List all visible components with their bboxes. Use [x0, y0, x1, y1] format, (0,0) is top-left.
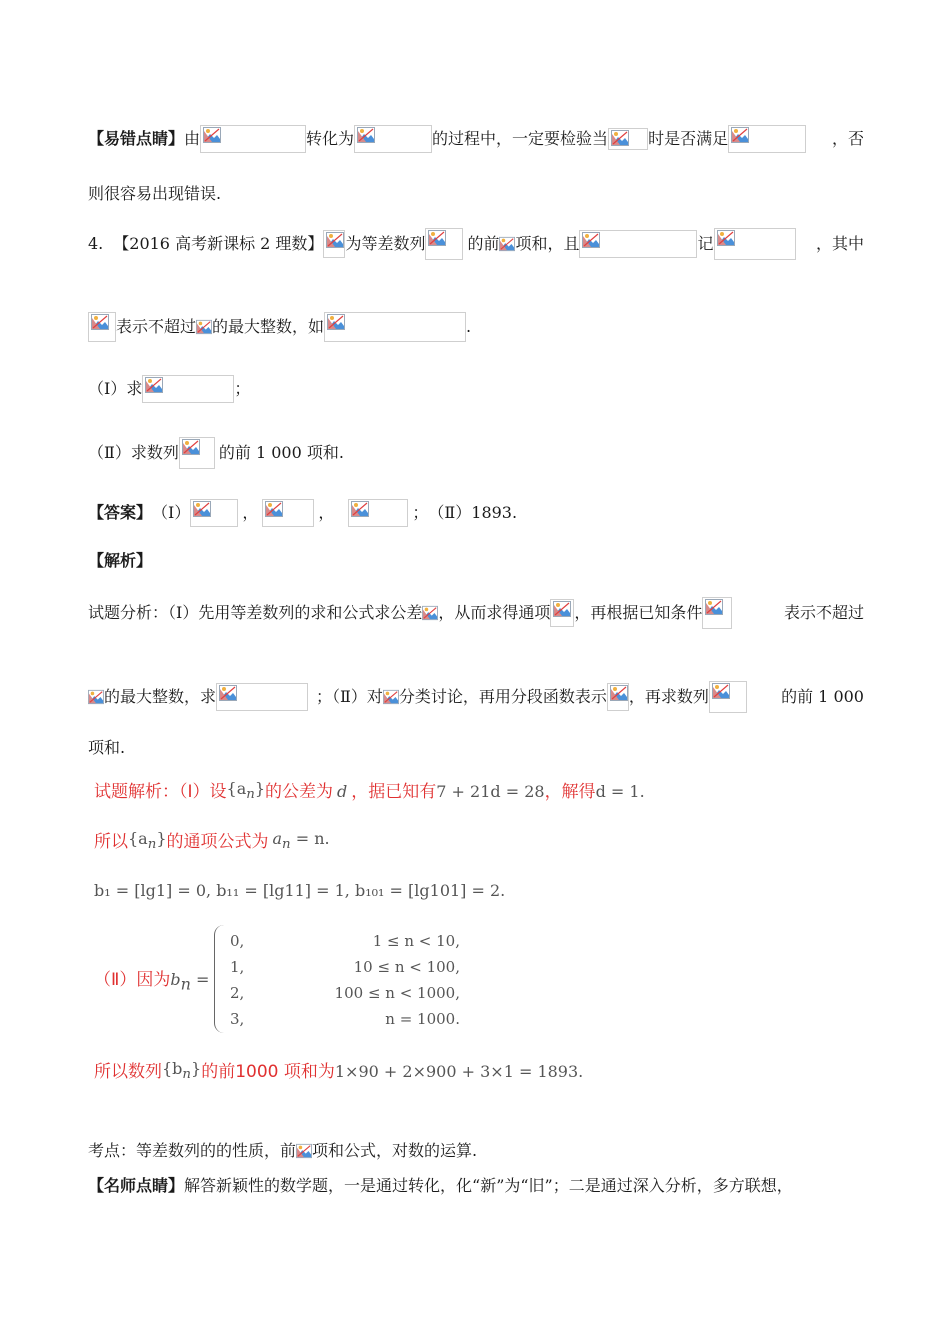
- broken-image-icon: [357, 127, 375, 143]
- broken-image-icon: [219, 685, 237, 701]
- broken-image-icon: [145, 377, 163, 393]
- piecewise-label: （Ⅱ）因为$b_n$ =: [94, 970, 210, 994]
- formula-image: [216, 683, 308, 711]
- question-part-1: （Ⅰ）求 ；: [88, 375, 864, 403]
- broken-image-icon: [582, 232, 600, 248]
- question-source: 【2016 高考新课标 2 理数】: [113, 234, 324, 253]
- broken-image-icon: [351, 501, 369, 517]
- analysis-line-2: 的最大整数，求 ；（Ⅱ）对 分类讨论，再用分段函数表示 ，再求数列 的前 1 000: [88, 681, 864, 713]
- broken-image-icon: [428, 230, 446, 246]
- answer-line: 【答案】 （Ⅰ） ， ， ； （Ⅱ）1893.: [88, 499, 864, 527]
- question-number: 4.: [88, 234, 104, 253]
- piecewise-brace: [214, 925, 229, 1033]
- easy-mistake-line-1: 【易错点睛】 由 转化为 的过程中，一定要检验当 时是否满足 ，否: [88, 125, 864, 153]
- broken-image-icon: [731, 127, 749, 143]
- broken-image-icon: [296, 1143, 312, 1159]
- broken-image-icon: [499, 236, 515, 252]
- formula-image: [348, 499, 408, 527]
- formula-image: [709, 681, 747, 713]
- formula-image: [179, 437, 215, 469]
- easy-mistake-line-2: 则很容易出现错误.: [88, 184, 222, 203]
- broken-image-icon: [383, 689, 399, 705]
- broken-image-icon: [717, 230, 735, 246]
- broken-image-icon: [265, 501, 283, 517]
- formula-image: [262, 499, 314, 527]
- formula-image: [324, 312, 466, 342]
- question-4-line-1: 4. 【2016 高考新课标 2 理数】 为等差数列 的前 项和，且 记 ，其中: [88, 228, 864, 260]
- analysis-line-3: 项和.: [88, 738, 126, 757]
- question-part-2: （Ⅱ）求数列 的前 1 000 项和.: [88, 437, 864, 469]
- broken-image-icon: [182, 439, 200, 455]
- solution-line-5: 所以数列 $\{b_n\}$ 的前1000 项和为 1×90 + 2×900 + 3×1 = 1893.: [94, 1059, 584, 1083]
- broken-image-icon: [705, 599, 723, 615]
- formula-image: [608, 128, 648, 150]
- broken-image-icon: [712, 683, 730, 699]
- broken-image-icon: [91, 314, 109, 330]
- broken-image-icon: [327, 314, 345, 330]
- broken-image-icon: [193, 501, 211, 517]
- formula-image: [190, 499, 238, 527]
- easy-mistake-heading: 【易错点睛】: [88, 129, 185, 148]
- formula-image: [200, 125, 306, 153]
- formula-image: [354, 125, 432, 153]
- teacher-tip-line: 【名师点睛】 解答新颖性的数学题，一是通过转化，化“新”为“旧”；二是通过深入分析，多方联想，: [88, 1173, 864, 1199]
- broken-image-icon: [196, 319, 212, 335]
- broken-image-icon: [203, 127, 221, 143]
- question-4-line-2: 表示不超过 的最大整数，如 .: [88, 312, 864, 342]
- teacher-tip-heading: 【名师点睛】: [88, 1176, 185, 1195]
- formula-image: [142, 375, 234, 403]
- broken-image-icon: [611, 130, 629, 146]
- broken-image-icon: [553, 601, 571, 617]
- broken-image-icon: [422, 605, 438, 621]
- broken-image-icon: [326, 232, 344, 248]
- formula-image: [88, 312, 116, 342]
- solution-line-2: 所以 $\{a_n\}$ 的通项公式为 $a_n = n$.: [94, 829, 330, 853]
- formula-image: [607, 683, 629, 711]
- formula-image: [425, 228, 463, 260]
- piecewise-definition: （Ⅱ）因为$b_n$ = 0, 1 ≤ n < 10, 1, 10 ≤ n < 100, 2, 100 ≤ n < 1000, 3, n = 1000.: [94, 925, 454, 1035]
- formula-image: [579, 230, 697, 258]
- analysis-heading: 【解析】: [88, 551, 153, 570]
- formula-image: [702, 597, 732, 629]
- formula-image: [714, 228, 796, 260]
- formula-image: [728, 125, 806, 153]
- formula-image: [550, 599, 574, 627]
- broken-image-icon: [610, 685, 628, 701]
- analysis-line-1: 试题分析：（Ⅰ）先用等差数列的求和公式求公差 ，从而求得通项 ，再根据已知条件 表示不超过: [88, 597, 864, 629]
- broken-image-icon: [88, 689, 104, 705]
- solution-line-1: 试题解析：（Ⅰ）设 $\{a_n\}$ 的公差为 d ，据已知有 7 + 21d = 28 ，解得 d = 1.: [94, 779, 645, 803]
- solution-line-3: b₁ = [lg1] = 0, b₁₁ = [lg11] = 1, b₁₀₁ = [lg101] = 2.: [94, 881, 506, 900]
- formula-image: [323, 230, 345, 258]
- answer-heading: 【答案】: [88, 503, 153, 522]
- key-points-line: 考点：等差数列的的性质，前 项和公式，对数的运算.: [88, 1141, 478, 1160]
